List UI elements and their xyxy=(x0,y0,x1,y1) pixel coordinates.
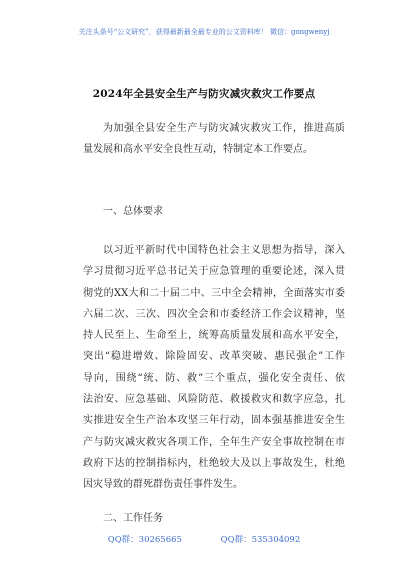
document-title: 2024年全县安全生产与防灾减灾救灾工作要点 xyxy=(92,88,316,100)
paragraph-line: 持人民至上、生命至上，统筹高质量发展和高水平安全， xyxy=(83,330,345,342)
paragraph-line: 因灾导致的群死群伤责任事件发生。 xyxy=(83,479,243,491)
paragraph-line: 突出“稳进增效、除险固安、改革突破、惠民强企”工作 xyxy=(83,351,345,363)
footer-qq-group-1: QQ群：30265665 xyxy=(107,535,182,545)
section-heading-work-tasks: 二、工作任务 xyxy=(103,513,163,524)
paragraph-line: 政府下达的控制指标内，杜绝较大及以上事故发生，杜绝 xyxy=(83,457,345,469)
paragraph-line: 导向，围绕“统、防、救”三个重点，强化安全责任、依 xyxy=(83,372,345,384)
general-requirements-paragraph xyxy=(83,240,345,496)
footer-qq-group-2: QQ群：535304092 xyxy=(220,535,301,545)
intro-paragraph xyxy=(83,118,345,161)
paragraph-line: 彻党的XX大和二十届二中、三中全会精神，全面落实市委 xyxy=(83,287,345,299)
intro-line: 量发展和高水平安全良性互动，特制定本工作要点。 xyxy=(83,144,313,156)
footer-contact xyxy=(0,533,408,545)
paragraph-line: 以习近平新时代中国特色社会主义思想为指导，深入 xyxy=(103,245,345,256)
intro-line: 为加强全县安全生产与防灾减灾救灾工作，推进高质 xyxy=(103,123,345,134)
paragraph-line: 法治安、应急基础、风险防范、救援救灾和数字应急，扎 xyxy=(83,394,345,406)
paragraph-line: 学习贯彻习近平总书记关于应急管理的重要论述，深入贯 xyxy=(83,266,345,278)
section-heading-general-requirements: 一、总体要求 xyxy=(103,206,163,217)
paragraph-line: 产与防灾减灾救灾各项工作，全年生产安全事故控制在市 xyxy=(83,436,345,448)
header-banner: 关注头条号“公文研究”，获得最新最全最专业的公文资料库！ 微信：gongwenyj xyxy=(78,28,330,36)
paragraph-line: 六届二次、三次、四次全会和市委经济工作会议精神，坚 xyxy=(83,308,345,320)
paragraph-line: 实推进安全生产治本攻坚三年行动，固本强基推进安全生 xyxy=(83,415,345,427)
